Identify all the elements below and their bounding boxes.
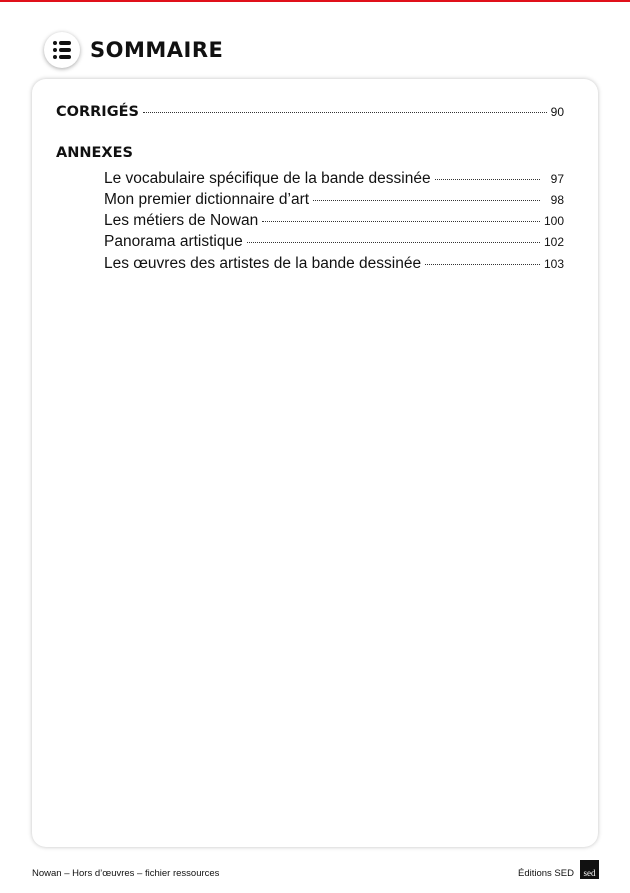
toc-entry-label: Le vocabulaire spécifique de la bande dessinée bbox=[104, 170, 431, 187]
footer-publisher: Éditions SED bbox=[518, 868, 574, 879]
toc-entry-label: Panorama artistique bbox=[104, 233, 243, 250]
toc-entry[interactable] bbox=[104, 191, 564, 209]
top-accent-line bbox=[0, 0, 630, 2]
toc-entry[interactable] bbox=[104, 255, 564, 273]
toc-section-annexes: ANNEXES bbox=[56, 145, 133, 161]
dot-leader bbox=[143, 112, 547, 113]
toc-section-corriges[interactable] bbox=[56, 104, 564, 120]
page-header bbox=[44, 31, 223, 69]
list-icon bbox=[44, 32, 80, 68]
toc-entry[interactable] bbox=[104, 212, 564, 230]
toc-page-number: 102 bbox=[543, 235, 564, 249]
toc-entry-label: Mon premier dictionnaire d’art bbox=[104, 191, 310, 208]
logo-text: sed bbox=[583, 868, 596, 878]
dot-leader bbox=[435, 179, 540, 180]
toc-entry-label: Les métiers de Nowan bbox=[104, 212, 259, 229]
toc-entry-label: Les œuvres des artistes de la bande dessinée bbox=[104, 255, 422, 272]
dot-leader bbox=[313, 200, 540, 201]
toc-page-number: 90 bbox=[550, 105, 564, 119]
page-title: SOMMAIRE bbox=[90, 38, 224, 62]
toc-entry[interactable] bbox=[104, 170, 564, 188]
toc-page-number: 100 bbox=[543, 214, 564, 228]
dot-leader bbox=[262, 221, 540, 222]
footer-credit: Nowan – Hors d’œuvres – fichier ressources bbox=[32, 868, 220, 879]
dot-leader bbox=[425, 264, 540, 265]
toc-page-number: 97 bbox=[550, 172, 564, 186]
toc-entry[interactable] bbox=[104, 233, 564, 251]
publisher-logo bbox=[580, 860, 599, 879]
toc-section-label: CORRIGÉS bbox=[56, 104, 139, 120]
toc-page-number: 98 bbox=[550, 193, 564, 207]
dot-leader bbox=[247, 242, 540, 243]
toc-page-number: 103 bbox=[543, 257, 564, 271]
